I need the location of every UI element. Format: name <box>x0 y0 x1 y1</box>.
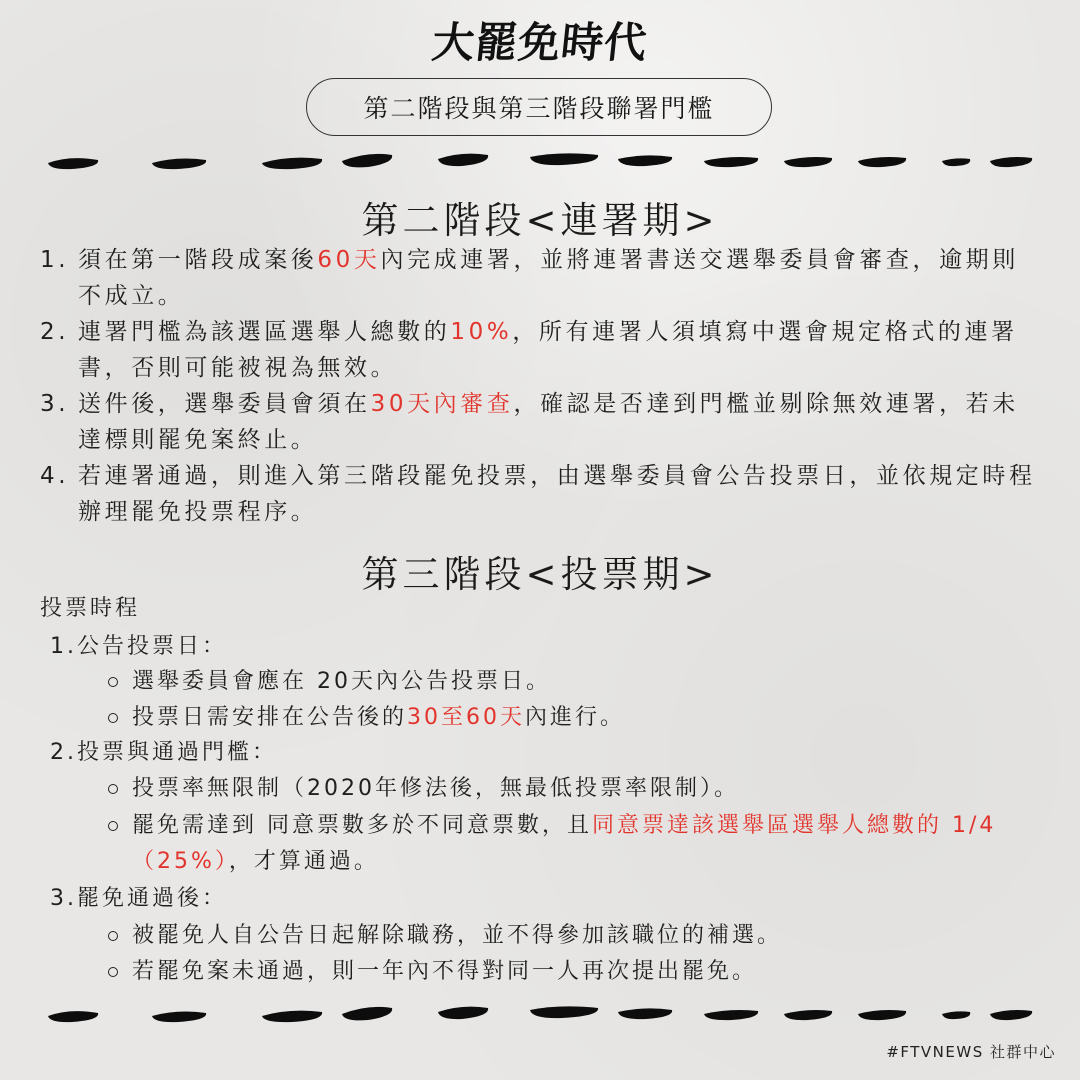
bullet-text: 罷免需達到 同意票數多於不同意票數，且同意票達該選舉區選舉人總數的 1/4（25%），才算通過。 <box>132 813 997 874</box>
item-number: 2. <box>40 319 70 345</box>
footer-credit: #FTVNEWS 社群中心 <box>886 1043 1056 1061</box>
item-number: 3. <box>40 391 70 417</box>
stage2-item <box>40 314 1040 386</box>
brush-dash <box>618 1008 672 1019</box>
brush-dash <box>530 1006 598 1018</box>
brush-dash <box>152 1012 206 1023</box>
bullet-text: 若罷免案未通過，則一年內不得對同一人再次提出罷免。 <box>132 959 758 984</box>
bullet-item <box>108 700 1038 736</box>
brush-dash <box>262 158 322 169</box>
stage2-item <box>40 386 1040 458</box>
brush-dash <box>990 157 1032 167</box>
item-number: 4. <box>40 463 70 489</box>
brush-dash <box>342 1007 392 1021</box>
item-number: 1. <box>40 247 70 273</box>
brush-dash <box>48 158 98 169</box>
circle-bullet-icon <box>108 713 118 723</box>
stage2-title: 第二階段<連署期> <box>361 199 719 242</box>
bullet-item <box>108 918 1038 954</box>
brush-dash <box>48 1011 98 1022</box>
brush-dash <box>858 157 906 167</box>
brush-dash <box>342 154 392 168</box>
bullet-item <box>108 664 1038 700</box>
stage2-item <box>40 242 1040 314</box>
brush-dash <box>990 1010 1032 1020</box>
item-text: 送件後，選舉委員會須在30天內審查，確認是否達到門檻並剔除無效連署，若未達標則罷免案終止。 <box>78 391 1019 453</box>
item-text: 連署門檻為該選區選舉人總數的10%，所有連署人須填寫中選會規定格式的連署書，否則可能被視為無效。 <box>78 319 1018 381</box>
schedule-label: 投票時程 <box>40 596 141 621</box>
stage2-item <box>40 458 1040 530</box>
circle-bullet-icon <box>108 784 118 794</box>
brush-dash <box>784 157 832 167</box>
bullet-item <box>108 808 1038 880</box>
bullet-text: 被罷免人自公告日起解除職務，並不得參加該職位的補選。 <box>132 923 783 948</box>
brush-dash <box>618 155 672 166</box>
brush-dash <box>858 1010 906 1020</box>
brush-dash <box>942 158 970 166</box>
brush-dash <box>704 157 758 167</box>
subtitle-text: 第二階段與第三階段聯署門檻 <box>363 94 715 123</box>
group-heading: 3.罷免通過後： <box>50 886 227 911</box>
brush-dash <box>704 1010 758 1020</box>
brush-divider-bottom <box>0 998 1080 1028</box>
circle-bullet-icon <box>108 677 118 687</box>
brush-dash <box>152 159 206 170</box>
stage2-list <box>40 242 1040 530</box>
brush-dash <box>262 1011 322 1022</box>
bullet-text: 投票日需安排在公告後的30至60天內進行。 <box>132 705 626 730</box>
stage3-title: 第三階段<投票期> <box>361 553 719 596</box>
bullet-text: 選舉委員會應在 20天內公告投票日。 <box>132 669 551 694</box>
bullet-item <box>108 954 1038 990</box>
brush-dash <box>784 1010 832 1020</box>
item-text: 須在第一階段成案後60天內完成連署，並將連署書送交選舉委員會審查，逾期則不成立。 <box>78 247 1019 309</box>
bullet-item <box>108 771 1038 807</box>
logo: 大罷免時代 <box>429 18 650 67</box>
group-heading: 1.公告投票日： <box>50 634 227 659</box>
group-heading: 2.投票與通過門檻： <box>50 740 277 765</box>
brush-dash <box>438 154 488 166</box>
brush-dash <box>530 153 598 165</box>
bullet-text: 投票率無限制（2020年修法後，無最低投票率限制）。 <box>132 776 739 801</box>
subtitle-badge <box>306 78 772 136</box>
circle-bullet-icon <box>108 967 118 977</box>
item-text: 若連署通過，則進入第三階段罷免投票，由選舉委員會公告投票日，並依規定時程辦理罷免投票程序。 <box>78 463 1036 525</box>
brush-dash <box>438 1007 488 1019</box>
circle-bullet-icon <box>108 931 118 941</box>
brush-divider-top <box>0 145 1080 175</box>
circle-bullet-icon <box>108 821 118 831</box>
brush-dash <box>942 1011 970 1019</box>
